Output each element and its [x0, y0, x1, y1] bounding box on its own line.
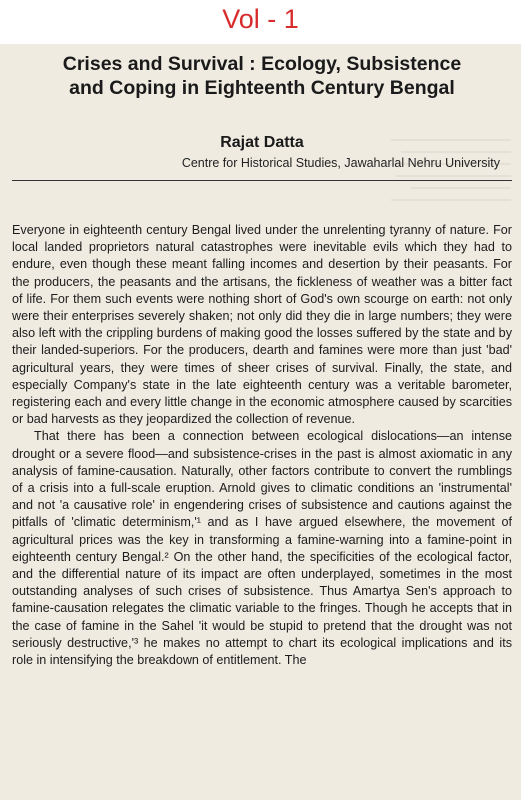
title-line-2: and Coping in Eighteenth Century Bengal	[69, 77, 455, 99]
article-title	[12, 52, 512, 100]
author-name: Rajat Datta	[220, 134, 304, 151]
author-affiliation: Centre for Historical Studies, Jawaharlal Nehru University	[181, 156, 500, 170]
title-line-1: Crises and Survival : Ecology, Subsistence	[62, 53, 462, 75]
paragraph-1: Everyone in eighteenth century Bengal lived under the unrelenting tyranny of nature. For local landed proprietors natural catastrophes were inevitable evils which they had to endure, even though these meant falling incomes and desertion by their peasants. For the producers, the peasants and the artisans, the fickleness of weather was a bitter fact of life. For them such events were nothing short of God's own scourge on earth: not only were their enterprises severely shaken; not only did they die in large numbers; they were also left with the crippling burdens of making good the losses suffered by the state and by their landed-superiors. For the producers, dearth and famines were more than just 'bad' agricultural years, they were times of sheer crises of survival. Finally, the state, and especially Company's state in the late eighteenth century was a veritable barometer, registering each and every little change in the economic atmosphere caused by scarcities or bad harvests as they jeopardized the collection of revenue.	[12, 223, 512, 427]
title-divider	[12, 180, 512, 181]
article-content	[12, 44, 512, 669]
header-bar	[0, 0, 521, 44]
volume-label: Vol - 1	[222, 4, 299, 34]
article-body	[12, 222, 512, 669]
paragraph-2: That there has been a connection between ecological dislocations—an intense drought or a severe flood—and subsistence-crises in the past is almost axiomatic in any analysis of famine-causation. Naturally, other factors contribute to convert the rumblings of a crisis into a full-scale eruption. Arnold gives to climatic conditions an 'instrumental' and not 'a causative role' in engendering crises of subsistence and cautions against the pitfalls of 'climatic determinism,'¹ and as I have argued elsewhere, the movement of agricultural prices was the key in transforming a famine-warning into a famine-point in eighteenth century Bengal.² On the other hand, the specificities of the ecological factor, and the differential nature of its impact are often underplayed, sometimes in the most outstanding analyses of such crises of subsistence. Thus Amartya Sen's approach to famine-causation relegates the climatic variable to the fringes. Though he accepts that in the case of famine in the Sahel 'it would be stupid to pretend that the drought was not seriously destructive,'³ he makes no attempt to chart its ecological implications and its role in intensifying the breakdown of entitlement. The	[12, 429, 512, 668]
